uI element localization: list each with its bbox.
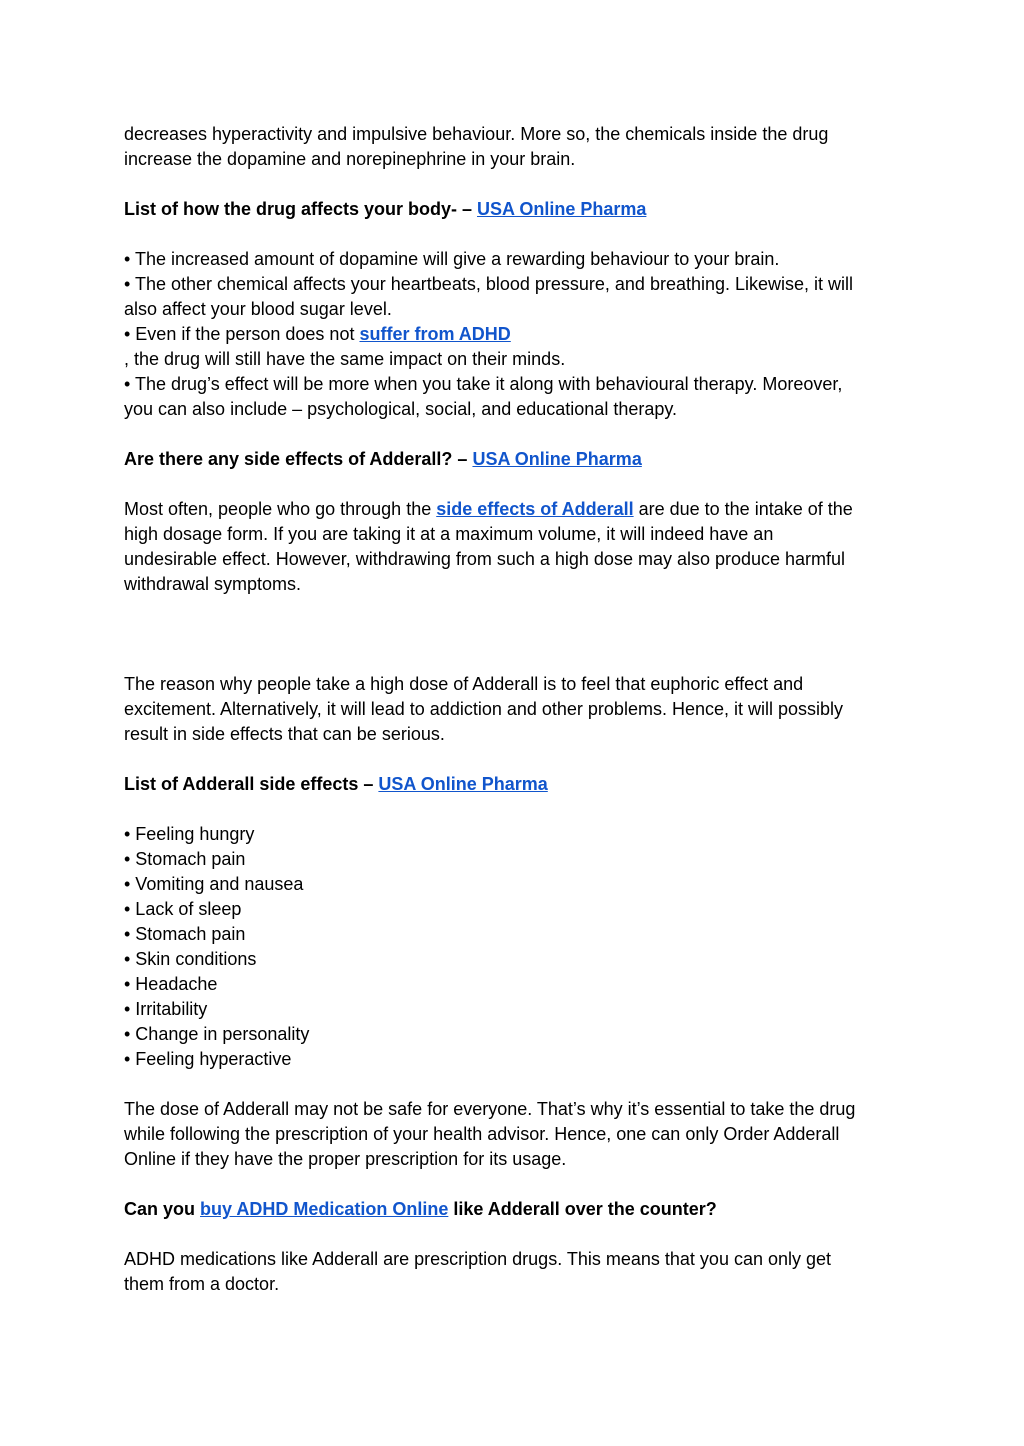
text-line: ADHD medications like Adderall are prescription drugs. This means that you can only get xyxy=(124,1249,832,1269)
text-line: excitement. Alternatively, it will lead to addiction and other problems. Hence, it will possibly xyxy=(124,699,844,719)
text-line: them from a doctor. xyxy=(124,1274,280,1294)
list-item-continuation: you can also include – psychological, social, and educational therapy. xyxy=(124,399,678,419)
list-item: • Change in personality xyxy=(124,1024,310,1044)
buy-adhd-medication-online-link[interactable]: buy ADHD Medication Online xyxy=(200,1199,449,1219)
side-effects-of-adderall-link[interactable]: side effects of Adderall xyxy=(436,499,634,519)
usa-online-pharma-link[interactable]: USA Online Pharma xyxy=(472,449,642,469)
section-heading-buy-online xyxy=(124,1197,904,1222)
text-line: while following the prescription of your health advisor. Hence, one can only Order Adderall xyxy=(124,1124,840,1144)
text-line: high dosage form. If you are taking it at a maximum volume, it will indeed have an xyxy=(124,524,774,544)
list-item: • The increased amount of dopamine will give a rewarding behaviour to your brain. xyxy=(124,249,780,269)
side-effects-list xyxy=(124,822,904,1072)
section-heading-drug-effects xyxy=(124,197,904,222)
text-line: Online if they have the proper prescription for its usage. xyxy=(124,1149,567,1169)
document-page xyxy=(124,122,904,1322)
prescription-drugs-paragraph xyxy=(124,1247,904,1297)
section-heading-side-effects-list xyxy=(124,772,904,797)
heading-text: Are there any side effects of Adderall? – xyxy=(124,449,473,469)
list-item-text: • Even if the person does not xyxy=(124,324,360,344)
heading-text: Can you xyxy=(124,1199,201,1219)
side-effects-paragraph xyxy=(124,497,904,597)
heading-text: List of how the drug affects your body- – xyxy=(124,199,478,219)
usa-online-pharma-link[interactable]: USA Online Pharma xyxy=(378,774,548,794)
section-heading-side-effects xyxy=(124,447,904,472)
list-item: • Vomiting and nausea xyxy=(124,874,304,894)
list-item: • Irritability xyxy=(124,999,208,1019)
list-item: • The other chemical affects your heartbeats, blood pressure, and breathing. Likewise, it will xyxy=(124,274,854,294)
paragraph-text: Most often, people who go through the xyxy=(124,499,437,519)
text-line: decreases hyperactivity and impulsive behaviour. More so, the chemicals inside the drug xyxy=(124,124,829,144)
text-line: increase the dopamine and norepinephrine in your brain. xyxy=(124,149,576,169)
suffer-from-adhd-link[interactable]: suffer from ADHD xyxy=(359,324,511,344)
list-item-continuation: also affect your blood sugar level. xyxy=(124,299,392,319)
heading-text: like Adderall over the counter? xyxy=(448,1199,717,1219)
list-item: • The drug’s effect will be more when you take it along with behavioural therapy. Moreover, xyxy=(124,374,843,394)
usa-online-pharma-link[interactable]: USA Online Pharma xyxy=(477,199,647,219)
text-line: withdrawal symptoms. xyxy=(124,574,302,594)
list-item: • Lack of sleep xyxy=(124,899,242,919)
drug-effects-list xyxy=(124,247,904,422)
paragraph-text: are due to the intake of the xyxy=(633,499,853,519)
list-item: • Stomach pain xyxy=(124,849,246,869)
text-line: The dose of Adderall may not be safe for everyone. That’s why it’s essential to take the drug xyxy=(124,1099,856,1119)
list-item: • Skin conditions xyxy=(124,949,257,969)
list-item: • Feeling hungry xyxy=(124,824,255,844)
list-item-continuation: , the drug will still have the same impact on their minds. xyxy=(124,349,566,369)
list-item: • Headache xyxy=(124,974,218,994)
list-item xyxy=(124,322,904,347)
high-dose-paragraph xyxy=(124,672,904,747)
text-line: undesirable effect. However, withdrawing from such a high dose may also produce harmful xyxy=(124,549,846,569)
text-line: result in side effects that can be serious. xyxy=(124,724,445,744)
heading-text: List of Adderall side effects – xyxy=(124,774,379,794)
list-item: • Feeling hyperactive xyxy=(124,1049,292,1069)
intro-paragraph xyxy=(124,122,904,172)
prescription-paragraph xyxy=(124,1097,904,1172)
blank-space xyxy=(124,622,904,672)
text-line: The reason why people take a high dose of Adderall is to feel that euphoric effect and xyxy=(124,674,804,694)
list-item: • Stomach pain xyxy=(124,924,246,944)
